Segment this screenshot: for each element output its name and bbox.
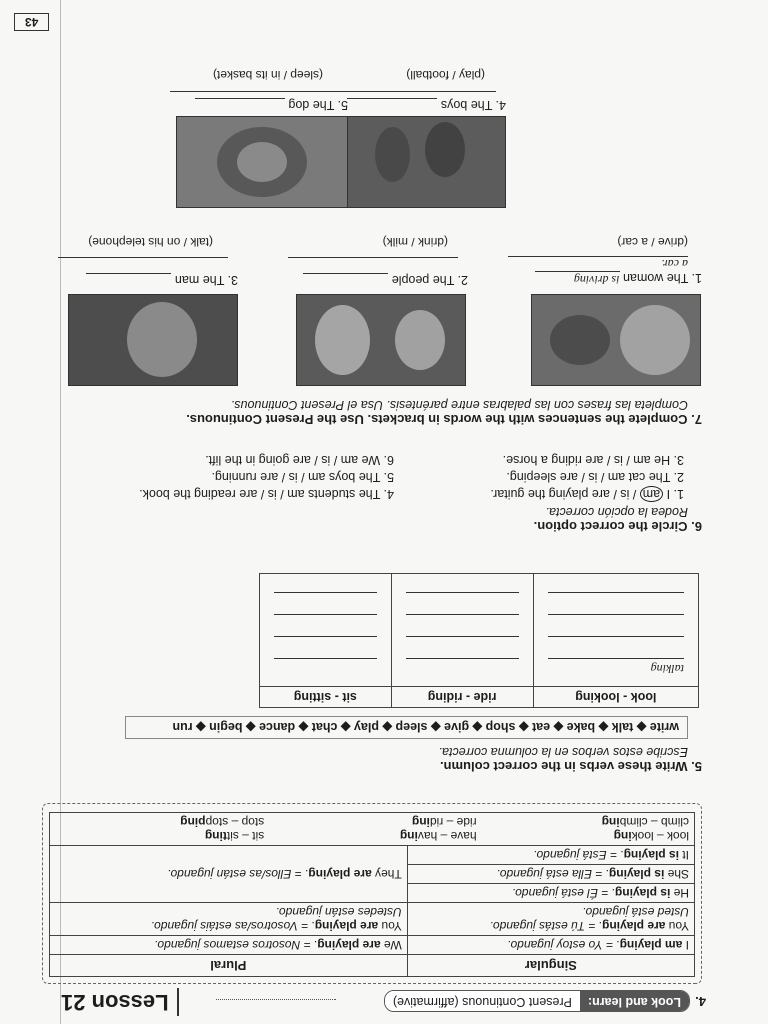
lesson-title: Lesson 21 <box>61 988 179 1016</box>
column-sit-sitting: sit - sitting <box>260 687 392 708</box>
spelling-rules-cell: look – looking have – having sit – sitting climb – climbing ride – riding stop – stopping <box>50 813 695 846</box>
exercise-6-item-2[interactable]: 2. The cat am / is / are sleeping. <box>506 470 684 484</box>
grammar-table <box>49 812 695 977</box>
answer-line[interactable] <box>406 636 519 654</box>
header-dotted-rule <box>216 999 336 1000</box>
answer-line[interactable] <box>548 614 684 632</box>
exercise-7-item-1[interactable]: 1. The woman is driving a car. <box>492 256 702 287</box>
answer-line[interactable] <box>406 658 519 676</box>
topic-label: Present Continuous (affirmative) <box>385 991 580 1011</box>
exercise-7-item-2[interactable]: 2. The people <box>303 273 468 287</box>
grammar-box <box>42 803 702 984</box>
photo-people-drinking <box>296 294 466 386</box>
grammar-cell: It is playing. = Está jugando. <box>407 846 694 865</box>
grammar-cell: She is playing. = Ella está jugando. <box>407 865 694 884</box>
exercise-7 <box>52 398 702 427</box>
exercise-7-item-3[interactable]: 3. The man <box>86 273 238 287</box>
answer-line[interactable] <box>274 614 377 632</box>
item-3-hint: (talk / on his telephone) <box>88 235 213 249</box>
answer-line[interactable] <box>406 614 519 632</box>
column-look-looking: look - looking <box>533 687 698 708</box>
item-5-answer-line[interactable] <box>170 91 340 92</box>
exercise-5-title: 5. Write these verbs in the correct column. <box>439 759 702 774</box>
item-3-answer-line[interactable] <box>58 257 228 258</box>
answer-line[interactable] <box>406 592 519 610</box>
item-4-answer-line[interactable] <box>326 91 496 92</box>
item-1-answer-line-2: a car. <box>508 256 688 271</box>
answer-line[interactable] <box>548 592 684 610</box>
exercise-7-item-4[interactable]: 4. The boys <box>347 98 506 112</box>
answer-line[interactable] <box>548 636 684 654</box>
answer-line[interactable] <box>274 636 377 654</box>
photo-woman-driving <box>531 294 701 386</box>
answer-column-3[interactable] <box>260 574 392 687</box>
exercise-5 <box>52 573 702 774</box>
exercise-7-title: 7. Complete the sentences with the words in brackets. Use the Present Continuous. <box>186 412 702 427</box>
singular-header: Singular <box>407 955 694 977</box>
answer-line[interactable] <box>274 592 377 610</box>
item-4-hint: (play / football) <box>406 68 485 82</box>
grammar-cell: You are playing. = Vosotros/as estáis jugando. Ustedes están jugando. <box>50 903 408 936</box>
photo-man-telephone <box>68 294 238 386</box>
grammar-cell: He is playing. = Él está jugando. <box>407 884 694 903</box>
verb-word-box: write ◆ talk ◆ bake ◆ eat ◆ shop ◆ give ◆ sleep ◆ play ◆ chat ◆ dance ◆ begin ◆ run <box>125 716 688 739</box>
exercise-6-item-3[interactable]: 3. He am / is / are riding a horse. <box>502 453 684 467</box>
exercise-4-number: 4. <box>695 994 706 1009</box>
grammar-cell: We are playing. = Nosotros estamos jugando. <box>50 936 408 955</box>
item-1-answer: is driving <box>535 271 620 287</box>
answer-column-2[interactable] <box>391 574 533 687</box>
exercise-7-subtitle: Completa las frases con las palabras entre paréntesis. Usa el Present Continuous. <box>230 398 688 412</box>
exercise-6 <box>52 453 702 534</box>
exercise-6-items <box>52 453 684 501</box>
column-ride-riding: ride - riding <box>391 687 533 708</box>
exercise-6-item-6[interactable]: 6. We am / is / are going in the lift. <box>205 453 394 467</box>
example-answer: talking <box>548 658 684 676</box>
exercise-7-item-5[interactable]: 5. The dog <box>195 98 348 112</box>
grammar-cell: You are playing. = Tú estás jugando. Usted está jugando. <box>407 903 694 936</box>
lesson-header <box>61 984 706 1016</box>
exercise-5-subtitle: Escribe estos verbos en la columna correcta. <box>438 745 688 759</box>
look-and-learn-label: Look and learn: <box>580 991 689 1011</box>
exercise-6-item-1[interactable]: 1. I am / is / are playing the guitar. <box>490 487 684 501</box>
item-5-hint: (sleep / in its basket) <box>212 68 323 82</box>
exercise-6-subtitle: Rodea la opción correcta. <box>545 505 688 519</box>
item-2-answer-line[interactable] <box>288 257 458 258</box>
grammar-cell: They are playing. = Ellos/as están jugando. <box>50 846 408 903</box>
grammar-cell: I am playing. = Yo estoy jugando. <box>407 936 694 955</box>
plural-header: Plural <box>50 955 408 977</box>
page-number: 43 <box>14 13 49 31</box>
verb-columns-table <box>259 573 699 708</box>
item-1-hint: (drive / a car) <box>617 235 688 249</box>
item-2-hint: (drink / milk) <box>382 235 448 249</box>
answer-column-1[interactable] <box>533 574 698 687</box>
exercise-6-item-4[interactable]: 4. The students am / is / are reading the book. <box>139 487 394 501</box>
exercise-6-item-5[interactable]: 5. The boys am / is / are running. <box>211 470 394 484</box>
answer-line[interactable] <box>274 658 377 676</box>
exercise-6-title: 6. Circle the correct option. <box>533 519 702 534</box>
topic-pill <box>384 990 690 1012</box>
photo-dog-basket <box>176 116 348 208</box>
photo-boys-football <box>336 116 506 208</box>
